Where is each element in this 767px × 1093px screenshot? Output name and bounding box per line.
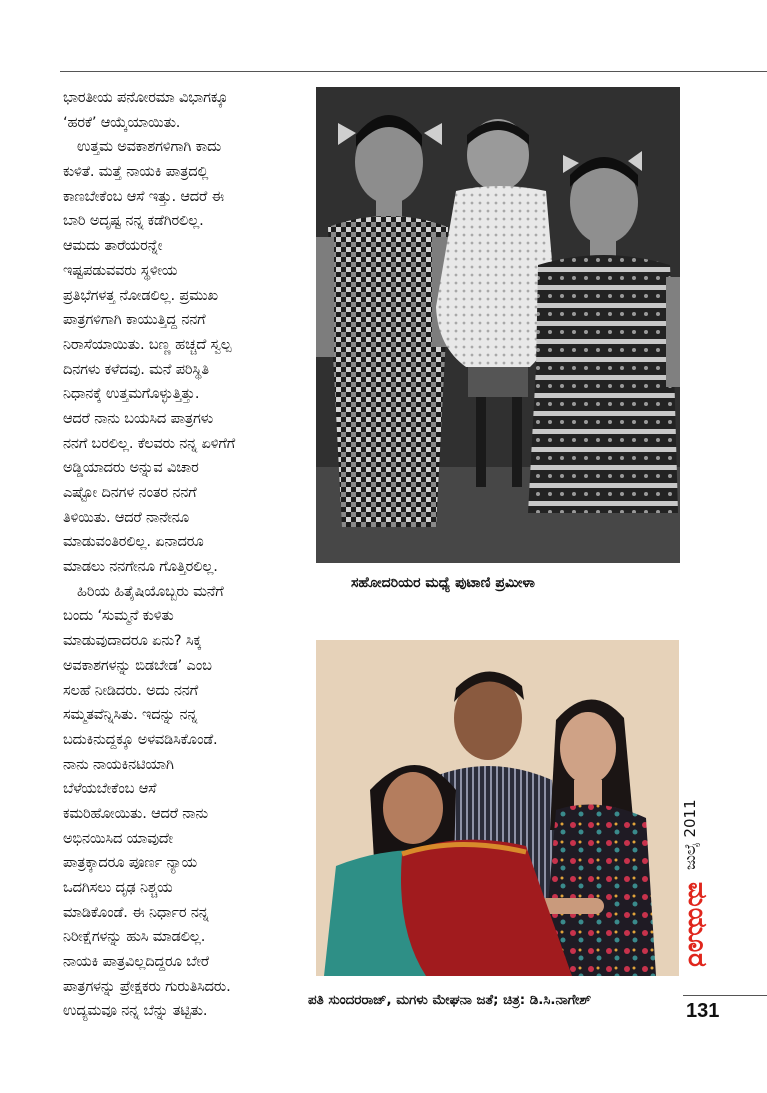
article-line: ಬಾರಿ ಅದೃಷ್ಟ ನನ್ನ ಕಡೆಗಿರಲಿಲ್ಲ. — [63, 212, 204, 230]
article-line: ಕಮರಿಹೋಯಿತು. ಆದರೆ ನಾನು — [63, 804, 208, 822]
article-line: ನನಗೆ ಬರಲಿಲ್ಲ. ಕೆಲವರು ನನ್ನ ಏಳಿಗೆಗೆ — [63, 434, 235, 452]
article-line: ಮಾಡುವಂತಿರಲಿಲ್ಲ. ಏನಾದರೂ — [63, 533, 204, 551]
article-line: ಅಭಿನಯಿಸಿದ ಯಾವುದೇ — [63, 829, 173, 847]
article-line: ಬೆಳೆಯಬೇಕೆಂಬ ಆಸೆ — [63, 780, 157, 798]
page-number: 131 — [686, 1000, 720, 1022]
article-line: ಕುಳಿತೆ. ಮತ್ತೆ ನಾಯಕಿ ಪಾತ್ರದಲ್ಲಿ — [63, 163, 209, 181]
article-line: ನಿಧಾನಕ್ಕೆ ಉತ್ತಮಗೊಳ್ಳುತ್ತಿತ್ತು. — [63, 385, 200, 403]
article-line: ಇಷ್ಟಪಡುವವರು ಸ್ಥಳೀಯ — [63, 261, 178, 279]
issue-date: ಜುಲೈ 2011 — [681, 799, 699, 870]
footer-rule — [683, 995, 767, 996]
article-line: ಆಮದು ತಾರೆಯರನ್ನೇ — [63, 237, 163, 255]
article-line: ಉತ್ತಮ ಅವಕಾಶಗಳಿಗಾಗಿ ಕಾದು — [77, 138, 222, 156]
article-line: ಪಾತ್ರಗಳಿಗಾಗಿ ಕಾಯುತ್ತಿದ್ದ ನನಗೆ — [63, 311, 206, 329]
article-line: ಮಾಡಲು ನನಗೇನೂ ಗೊತ್ತಿರಲಿಲ್ಲ. — [63, 558, 218, 576]
article-line: ಒದಗಿಸಲು ದೃಢ ನಿಶ್ಚಯ — [63, 879, 173, 896]
article-line: ಅವಕಾಶಗಳನ್ನು ಬಿಡಬೇಡ’ ಎಂಬ — [63, 656, 212, 674]
magazine-logo: ಮಯೂರ — [682, 882, 712, 968]
header-rule — [60, 71, 767, 72]
article-line: ಮಾಡುವುದಾದರೂ ಏನು? ಸಿಕ್ಕ — [63, 632, 202, 650]
article-line: ನಿರೀಕ್ಷೆಗಳನ್ನು ಹುಸಿ ಮಾಡಲಿಲ್ಲ. — [63, 928, 206, 946]
article-line: ನಾಯಕಿ ಪಾತ್ರವಿಲ್ಲದಿದ್ದರೂ ಬೇರೆ — [63, 953, 209, 971]
top-photo-caption: ಸಹೋದರಿಯರ ಮಧ್ಯೆ ಪುಟಾಣಿ ಪ್ರಮೀಳಾ — [351, 575, 535, 591]
article-line: ಪಾತ್ರಕ್ಕಾದರೂ ಪೂರ್ಣ ನ್ಯಾಯ — [63, 854, 198, 872]
childhood-photo — [316, 87, 680, 563]
family-photo — [316, 640, 679, 976]
article-line: ತಿಳಿಯಿತು. ಆದರೆ ನಾನೇನೂ — [63, 508, 190, 526]
article-line: ಬಂದು ‘ಸುಮ್ಮನೆ ಕುಳಿತು — [63, 607, 174, 625]
article-line: ಸಮ್ಮತವೆನ್ನಿಸಿತು. ಇದನ್ನು ನನ್ನ — [63, 706, 198, 724]
article-line: ಎಷ್ಟೋ ದಿನಗಳ ನಂತರ ನನಗೆ — [63, 484, 197, 501]
article-line: ‘ಹರಕೆ’ ಆಯ್ಕೆಯಾಯಿತು. — [63, 113, 181, 131]
article-line: ನಿರಾಸೆಯಾಯಿತು. ಬಣ್ಣ ಹಚ್ಚದೆ ಸ್ವಲ್ಪ — [63, 335, 232, 353]
article-line: ಆದರೆ ನಾನು ಬಯಸಿದ ಪಾತ್ರಗಳು — [63, 409, 214, 427]
article-line: ದಿನಗಳು ಕಳೆದವು. ಮನೆ ಪರಿಸ್ಥಿತಿ — [63, 360, 209, 378]
article-line: ಹಿರಿಯ ಹಿತೈಷಿಯೊಬ್ಬರು ಮನೆಗೆ — [77, 582, 224, 600]
article-line: ಪ್ರತಿಭೆಗಳತ್ತ ನೋಡಲಿಲ್ಲ. ಪ್ರಮುಖ — [63, 286, 218, 304]
article-line: ಕಾಣಬೇಕೆಂಬ ಆಸೆ ಇತ್ತು. ಆದರೆ ಈ — [63, 187, 225, 205]
article-line: ಮಾಡಿಕೊಂಡೆ. ಈ ನಿರ್ಧಾರ ನನ್ನ — [63, 903, 209, 921]
article-line: ಪಾತ್ರಗಳನ್ನು ಪ್ರೇಕ್ಷಕರು ಗುರುತಿಸಿದರು. — [63, 977, 231, 995]
bottom-photo-caption: ಪತಿ ಸುಂದರರಾಜ್, ಮಗಳು ಮೇಘನಾ ಜತೆ; ಚಿತ್ರ: ಡಿ.ಸಿ.ನಾಗೇಶ್ — [308, 993, 591, 1008]
article-line: ಭಾರತೀಯ ಪನೋರಮಾ ವಿಭಾಗಕ್ಕೂ — [63, 89, 228, 106]
article-line: ಸಲಹೆ ನೀಡಿದರು. ಅದು ನನಗೆ — [63, 681, 198, 699]
article-column — [63, 86, 305, 1024]
article-line: ಬದುಕಿನುದ್ದಕ್ಕೂ ಅಳವಡಿಸಿಕೊಂಡೆ. — [63, 730, 218, 748]
article-line: ಉದ್ಯಮವೂ ನನ್ನ ಬೆನ್ನು ತಟ್ಟಿತು. — [63, 1002, 208, 1020]
article-line: ನಾನು ನಾಯಕಿನಟಿಯಾಗಿ — [63, 755, 174, 773]
article-line: ಅಡ್ಡಿಯಾದರು ಅನ್ನುವ ವಿಚಾರ — [63, 459, 199, 477]
